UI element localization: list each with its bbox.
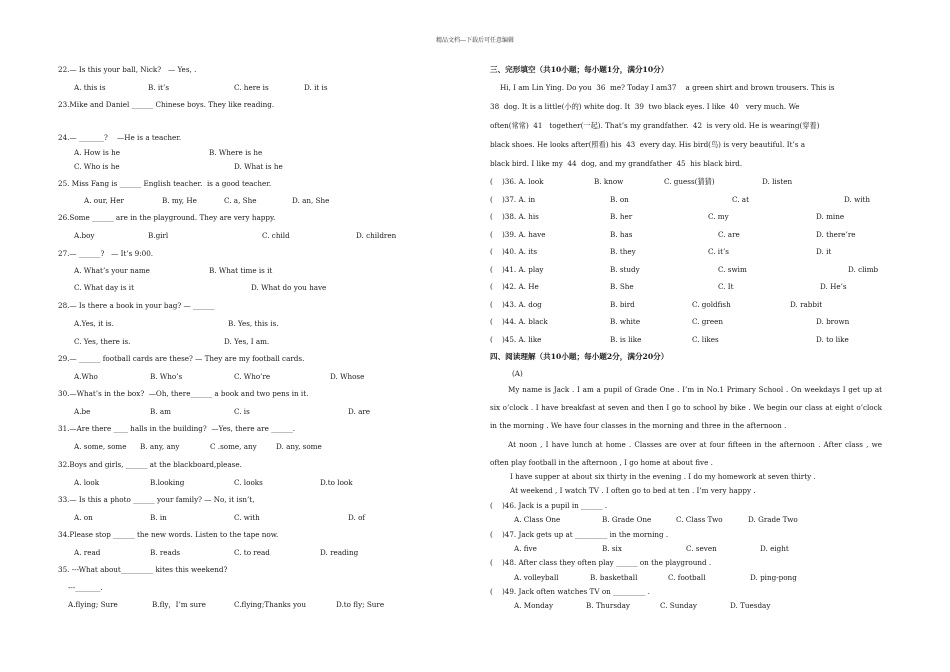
option: B.fly，I’m sure [152,600,206,609]
option: A.Yes, it is. [74,319,114,328]
option: A.Who [74,372,98,381]
reading-question-47: ( )47. Jack gets up at _________ in the morning . [490,530,669,539]
option: C. Who is he [74,162,120,171]
option: A. some, some [74,442,127,451]
option: D. Whose [330,372,365,381]
option: D. ping-pong [750,573,797,582]
option: D. Tuesday [730,601,771,610]
reading-question-46: ( )46. Jack is a pupil in ______ . [490,501,608,510]
cloze-section-title: 三、完形填空（共10小题；每小题1分，满分10分） [490,65,669,74]
option: C. Who’re [234,372,271,381]
option: C. likes [692,335,719,344]
item-stem: ( )37. A. in [490,195,536,204]
question-23: 23.Mike and Daniel ______ Chinese boys. They like reading. [58,100,275,109]
reading-question-48: ( )48. After class they often play ______ on the playground . [490,558,712,567]
option: D. to like [816,335,849,344]
option: C. child [262,231,290,240]
option: B. Who’s [150,372,183,381]
cloze-line-5: black bird. I like my 44 dog, and my grandfather 45 his black bird. [490,159,743,168]
item-stem: ( )38. A. his [490,212,539,221]
option: D. children [356,231,397,240]
item-stem: ( )45. A. like [490,335,542,344]
option: D. are [348,407,371,416]
item-stem: ( )41. A. play [490,265,544,274]
option: B. bird [610,300,635,309]
option: C. are [718,230,740,239]
option: C. with [234,513,260,522]
option: A. How is he [74,148,120,157]
option: B.looking [150,478,185,487]
question-33: 33.— Is this a photo ______ your family? — No, it isn’t, [58,495,255,504]
option: C. seven [686,544,717,553]
option: B. any, any [140,442,180,451]
option: C. a, She [224,196,257,205]
option: B. study [610,265,640,274]
question-35: 35. ---What about_________ kites this weekend? [58,565,228,574]
reading-paragraph-4: At weekend , I watch TV . I often go to bed at ten . I’m very happy . [510,486,756,495]
option: D. What is he [234,162,283,171]
option: B. her [610,212,633,221]
question-34: 34.Please stop ______ the new words. Listen to the tape now. [58,530,279,539]
option: B. Yes, this is. [228,319,279,328]
option: B. on [610,195,629,204]
option: B. is like [610,335,642,344]
question-26: 26.Some ______ are in the playground. They are very happy. [58,213,276,222]
reading-paragraph-1: My name is Jack . I am a pupil of Grade One . I’m in No.1 Primary School . On weekdays I get up at six o’clock . I have breakfast at seven and then I go to school by bike . We begin our class at eight o’clock in the morning . We have four classes in the morning and three in the afternoon . [490,385,882,430]
option: B. it’s [148,83,170,92]
reading-part-label: (A) [512,369,523,378]
option: D. rabbit [790,300,823,309]
option: B. reads [150,548,181,557]
option: D. Yes, I am. [224,337,270,346]
option: B. Grade One [602,515,652,524]
item-stem: ( )42. A. He [490,282,539,291]
option: A. Class One [514,515,561,524]
item-stem: ( )36. A. look [490,177,544,186]
option: C. here is [234,83,269,92]
question-35-reply: ---_______. [68,583,103,592]
option: C. Class Two [676,515,723,524]
option: D. What do you have [251,283,327,292]
option: D. He’s [820,282,847,291]
option: D. an, She [292,196,330,205]
item-stem: ( )43. A. dog [490,300,542,309]
option: B.girl [148,231,169,240]
option: C.flying;Thanks you [234,600,307,609]
option: B. know [594,177,624,186]
option: D. with [844,195,871,204]
reading-question-49: ( )49. Jack often watches TV on _________ . [490,587,650,596]
option: A.boy [74,231,95,240]
option: D. it [816,247,832,256]
question-30: 30.—What’s in the box? —Oh, there______ a book and two pens in it. [58,389,309,398]
options-35 [58,601,438,644]
option: C. What day is it [74,283,134,292]
option: C. to read [234,548,270,557]
option: C. is [234,407,250,416]
option: D. of [348,513,366,522]
question-29: 29.— ______ football cards are these? — They are my football cards. [58,354,305,363]
question-28: 28.— Is there a book in your bag? — ______ [58,301,215,310]
question-32: 32.Boys and girls, ______ at the blackboard,please. [58,460,242,469]
option: A. look [74,478,100,487]
option: D.to look [320,478,353,487]
option: D. reading [320,548,359,557]
reading-section-title: 四、阅读理解（共10小题；每小题2分，满分20分） [490,352,669,361]
option: D.to fly; Sure [336,600,385,609]
option: B. my, He [162,196,197,205]
option: B. they [610,247,636,256]
item-stem: ( )39. A. have [490,230,546,239]
item-stem: ( )40. A. its [490,247,538,256]
option: C. green [692,317,723,326]
option: D. any, some [276,442,322,451]
option: C. goldfish [692,300,731,309]
option: D. Grade Two [748,515,798,524]
question-27: 27.— ______? — It’s 9:00. [58,249,154,258]
option: C. It [718,282,734,291]
option: C. guess(猜猜) [664,177,715,186]
option: C. at [732,195,749,204]
option: D. climb [848,265,879,274]
option: B. She [610,282,634,291]
option: A. this is [74,83,106,92]
cloze-line-3: often(常常) 41 together(一起). That’s my grandfather. 42 is very old. He is wearing(穿着) [490,121,820,130]
option: D. there’re [816,230,856,239]
reading-options-49 [490,602,890,645]
option: A. Monday [514,601,554,610]
question-25: 25. Miss Fang is ______ English teacher. is a good teacher. [58,179,272,188]
cloze-line-4: black shoes. He looks after(照看) his 43 every day. His bird(鸟) is very beautiful. It’s a [490,140,806,149]
option: A. What’s your name [74,266,150,275]
option: A. on [74,513,93,522]
option: A.be [74,407,91,416]
option: D. mine [816,212,845,221]
cloze-line-1: Hi, I am Lin Ying. Do you 36 me? Today I am37 a green shirt and brown trousers. This is [500,83,835,92]
item-stem: ( )44. A. black [490,317,548,326]
option: B. am [150,407,171,416]
option: C. Sunday [660,601,697,610]
question-22: 22.— Is this your ball, Nick? — Yes, . [58,65,197,74]
option: D. brown [816,317,850,326]
option: A. five [514,544,537,553]
option: B. Where is he [209,148,263,157]
option: B. six [602,544,622,553]
option: A. volleyball [514,573,559,582]
option: B. Thursday [586,601,630,610]
option: D. listen [762,177,793,186]
option: A. our, Her [84,196,124,205]
reading-paragraph-3: I have supper at about six thirty in the evening . I do my homework at seven thirty . [510,472,816,481]
option: B. What time is it [209,266,273,275]
page-header: 精品文档---下载后可任意编辑 [435,37,515,44]
question-31: 31.—Are there ____ halls in the building? —Yes, there are ______. [58,424,295,433]
option: C. swim [718,265,747,274]
option: D. it is [304,83,328,92]
option: C. it’s [708,247,729,256]
option: C. Yes, there is. [74,337,131,346]
option: B. has [610,230,633,239]
option: B. in [150,513,167,522]
option: C .some, any [210,442,257,451]
option: A. read [74,548,101,557]
option: C. looks [234,478,263,487]
option: B. basketball [590,573,638,582]
cloze-line-2: 38 dog. It is a little(小的) white dog. It 39 two black eyes. I like 40 very much. We [490,102,800,111]
option: B. white [610,317,641,326]
option: A.flying; Sure [68,600,118,609]
option: D. eight [760,544,789,553]
option: C. my [708,212,729,221]
question-24: 24.— _______? —He is a teacher. [58,133,182,142]
option: C. football [668,573,706,582]
reading-paragraph-2: At noon , I have lunch at home . Classes are over at four fifteen in the afternoon . After class , we often play football in the afternoon , I go home at about five . [490,440,882,467]
